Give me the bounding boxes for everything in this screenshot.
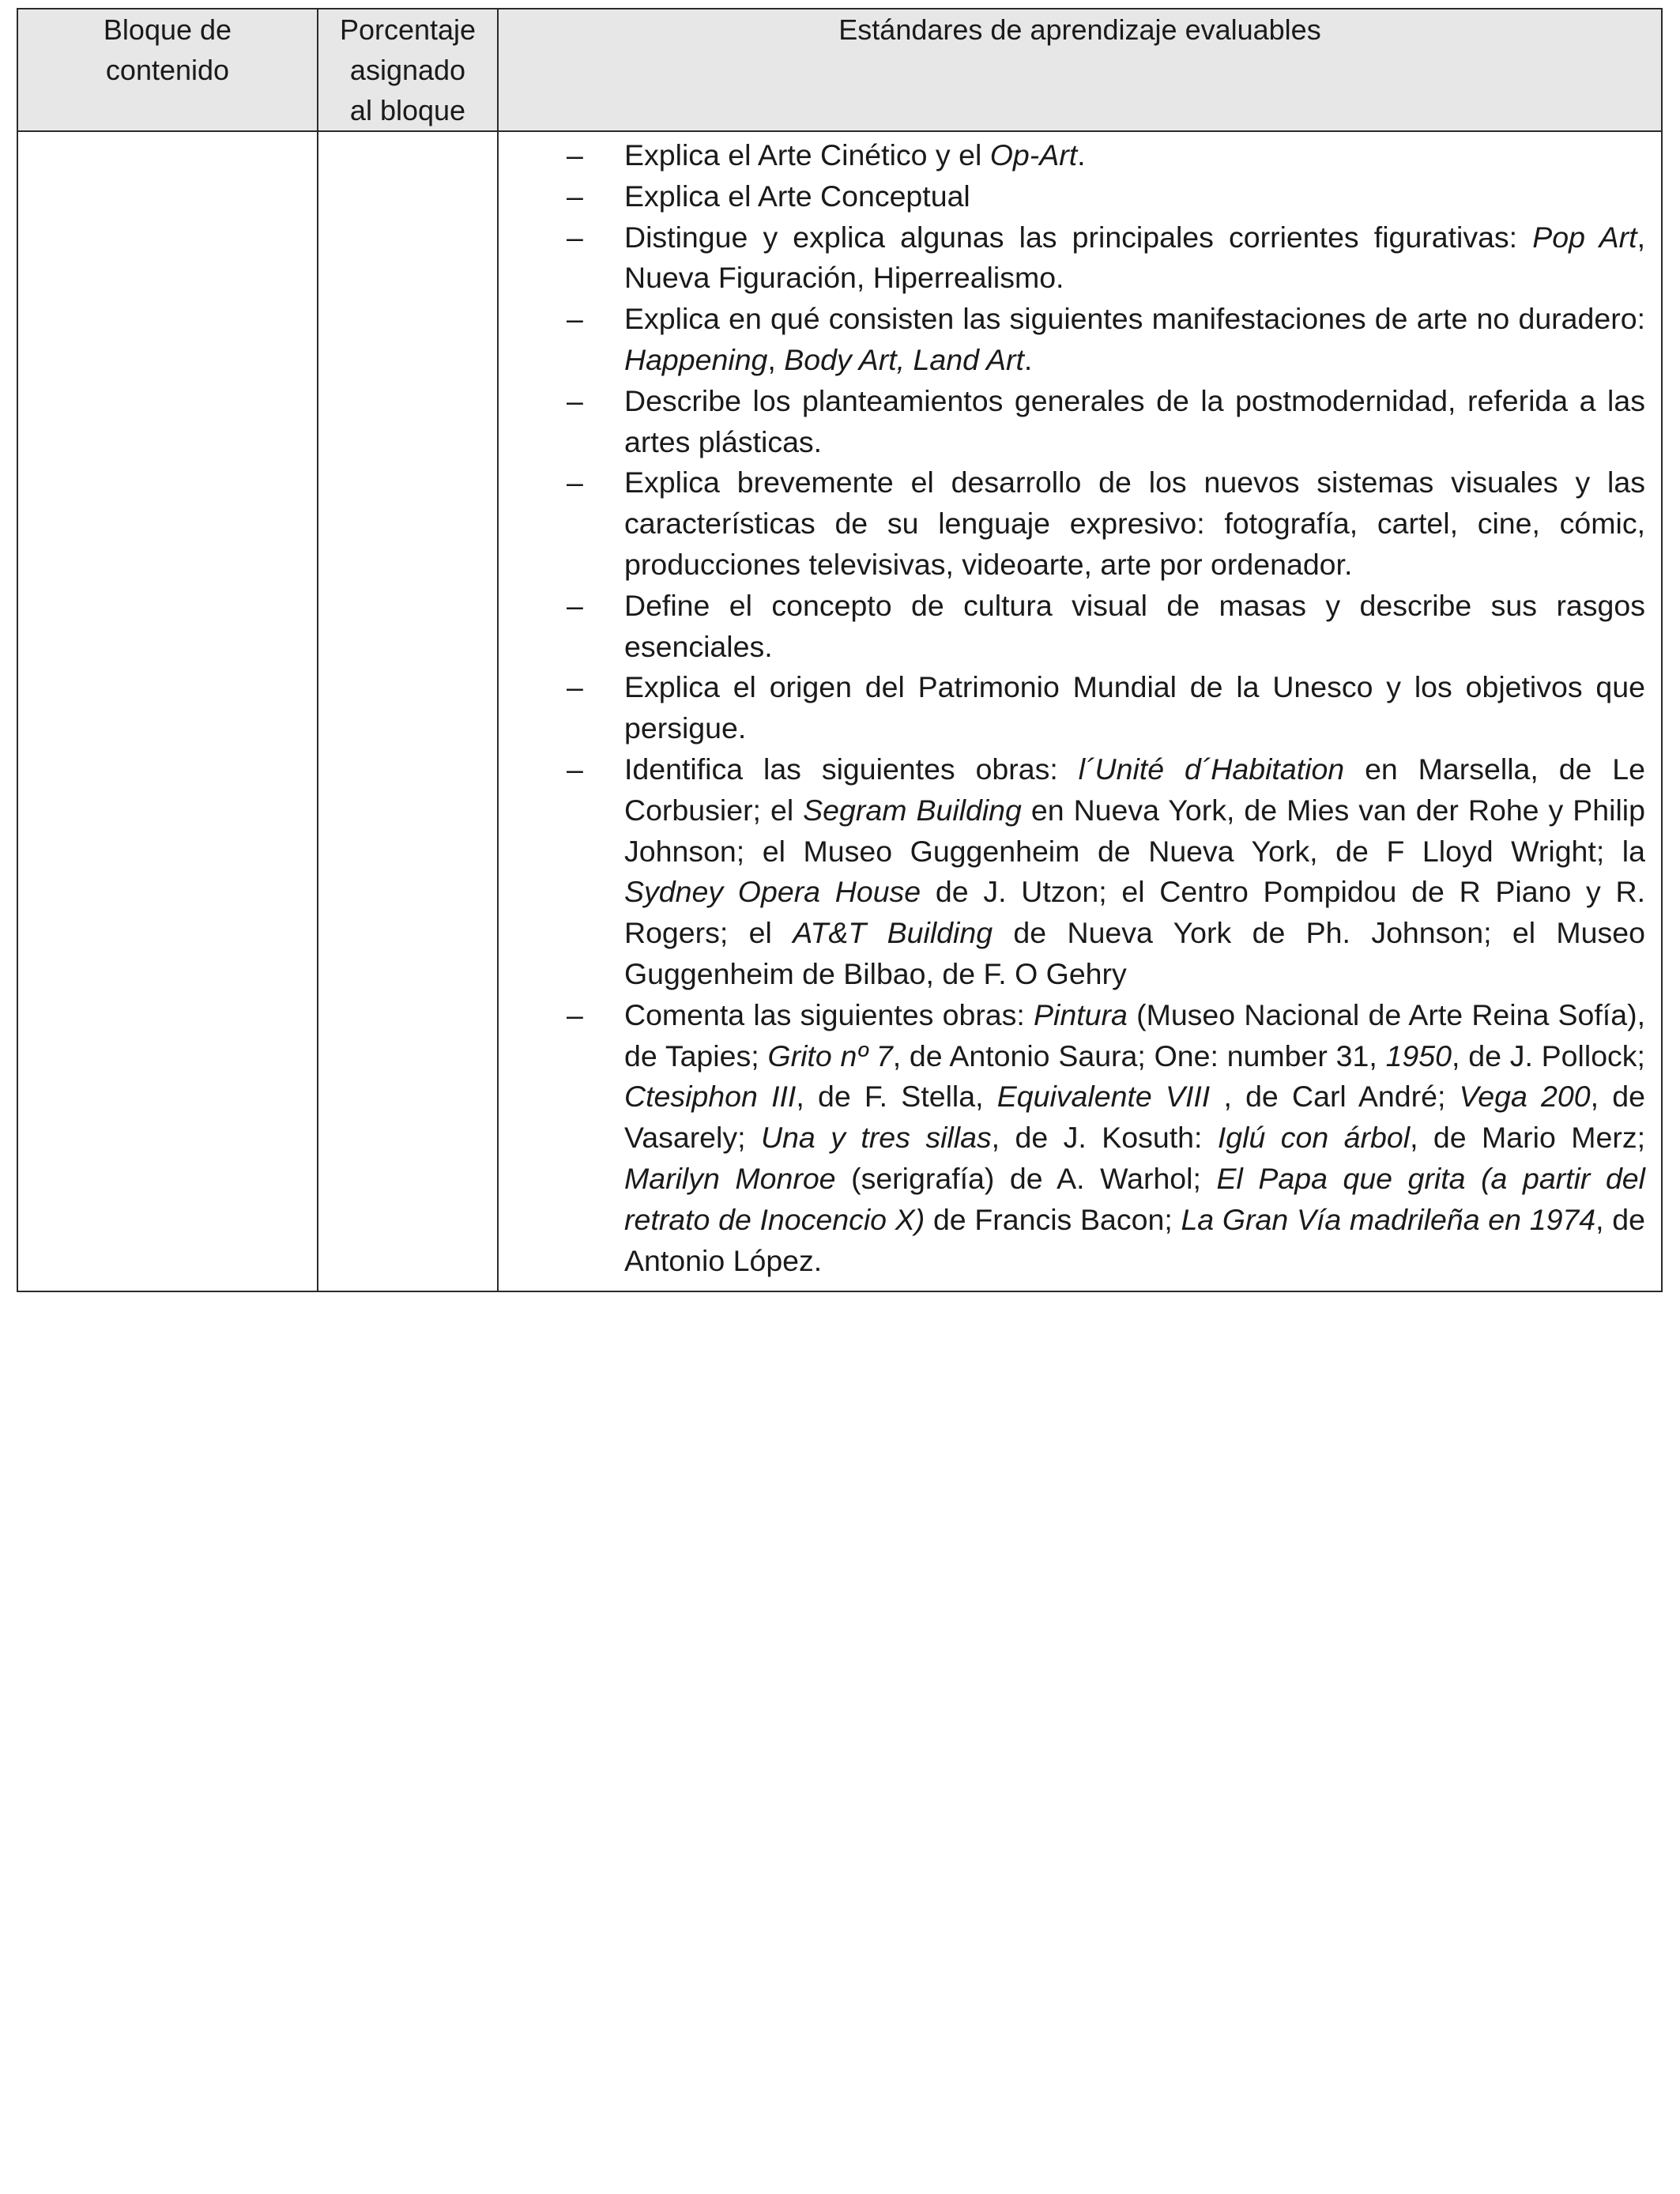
standard-text: Define el concepto de cultura visual de masas y describe sus rasgos esenciales. — [624, 588, 1645, 663]
italic-title-text: Body Art, Land Art — [784, 342, 1024, 376]
standard-text: , de Mario Merz; — [1410, 1121, 1646, 1155]
header-percentage-line-2: asignado — [349, 54, 466, 86]
header-block-line-2: contenido — [105, 54, 230, 86]
standards-list — [499, 132, 1661, 1291]
italic-title-text: El Papa que grita (a partir del retrato de Inocencio X) — [624, 1161, 1645, 1236]
standard-text: Describe los planteamientos generales de la postmodernidad, referida a las artes plásticas. — [624, 383, 1645, 458]
standard-text: Explica en qué consisten las siguientes manifestaciones de arte no duradero: — [624, 302, 1645, 336]
italic-title-text: La Gran Vía madrileña en 1974 — [1181, 1202, 1596, 1236]
standard-text: Explica el Arte Conceptual — [624, 179, 970, 213]
dash-bullet-icon: – — [567, 138, 583, 172]
italic-title-text: Equivalente VIII — [996, 1080, 1211, 1114]
standard-text: Identifica las siguientes obras: — [624, 752, 1079, 786]
standard-text: , de Vasarely; — [624, 1080, 1645, 1155]
dash-bullet-icon: – — [567, 670, 583, 704]
standard-text: , de J. Kosuth: — [991, 1121, 1218, 1155]
italic-title-text: Sydney Opera House — [624, 875, 921, 909]
standard-item — [499, 462, 1645, 585]
italic-title-text: Marilyn Monroe — [624, 1161, 836, 1195]
standard-text: , Nueva Figuración, Hiperrealismo. — [624, 220, 1645, 295]
standard-text: , de F. Stella, — [796, 1080, 997, 1114]
dash-bullet-icon: – — [567, 588, 583, 622]
standard-text: de Francis Bacon; — [925, 1202, 1181, 1236]
dash-bullet-icon: – — [567, 752, 583, 786]
italic-title-text: Una y tres sillas — [760, 1121, 992, 1155]
dash-bullet-icon: – — [567, 302, 583, 336]
standard-item — [499, 176, 1645, 217]
standard-text: en Nueva York, de Mies van der Rohe y Philip Johnson; el Museo Guggenheim de Nueva York, de F Lloyd Wright; la — [624, 793, 1645, 868]
italic-title-text: AT&T Building — [793, 916, 993, 950]
standard-item — [499, 749, 1645, 995]
header-standards-label: Estándares de aprendizaje evaluables — [838, 13, 1321, 46]
standard-text: de Nueva York de Ph. Johnson; el Museo Guggenheim de Bilbao, de F. O Gehry — [624, 916, 1645, 990]
italic-title-text: Grito nº 7 — [767, 1039, 893, 1072]
italic-title-text: 1950 — [1385, 1039, 1452, 1072]
header-percentage-line-1: Porcentaje — [339, 13, 477, 46]
table-row — [17, 131, 1662, 1291]
percentage-cell — [318, 131, 498, 1291]
block-cell — [17, 131, 318, 1291]
dash-bullet-icon: – — [567, 997, 583, 1031]
dash-bullet-icon: – — [567, 383, 583, 417]
standard-text: (Museo Nacional de Arte Reina Sofía), de Tapies; — [624, 997, 1645, 1072]
standard-text: . — [1023, 342, 1033, 376]
dash-bullet-icon: – — [567, 220, 583, 254]
standard-text: , — [767, 342, 785, 376]
standard-text: Explica el Arte Cinético y el — [624, 138, 990, 172]
standard-text: . — [1077, 138, 1086, 172]
standard-item — [499, 586, 1645, 668]
dash-bullet-icon: – — [567, 466, 583, 499]
italic-title-text: Ctesiphon III — [624, 1080, 797, 1114]
standard-item — [499, 217, 1645, 300]
italic-title-text: l´Unité d´Habitation — [1078, 752, 1345, 786]
standard-item — [499, 299, 1645, 381]
standard-text: (serigrafía) de A. Warhol; — [835, 1161, 1217, 1195]
italic-title-text: Pintura — [1034, 997, 1128, 1031]
italic-title-text: Op-Art — [989, 138, 1078, 172]
italic-title-text: Pop Art — [1532, 220, 1637, 254]
standard-text: , de Antonio Saura; One: number 31, — [892, 1039, 1386, 1072]
header-row — [17, 9, 1662, 131]
standard-text: de J. Utzon; el Centro Pompidou de R Piano y R. Rogers; el — [624, 875, 1646, 950]
standard-text: Explica el origen del Patrimonio Mundial de la Unesco y los objetivos que persigue. — [624, 670, 1645, 745]
standard-text: Explica brevemente el desarrollo de los nuevos sistemas visuales y las características de su lenguaje expresivo: fotografía, cartel, cine, cómic, producciones televisivas, videoarte, arte por ordenador. — [624, 466, 1645, 581]
italic-title-text: Segram Building — [803, 793, 1022, 827]
standard-text: Comenta las siguientes obras: — [624, 997, 1034, 1031]
standard-item — [499, 995, 1645, 1282]
standard-text: en Marsella, de Le Corbusier; el — [624, 752, 1646, 827]
standard-item — [499, 381, 1645, 463]
italic-title-text: Iglú con árbol — [1217, 1121, 1411, 1155]
header-block — [17, 9, 318, 131]
header-standards — [498, 9, 1662, 131]
standard-text: , de Carl André; — [1210, 1080, 1460, 1114]
standard-item — [499, 667, 1645, 749]
header-block-line-1: Bloque de — [103, 13, 232, 46]
header-percentage — [318, 9, 498, 131]
standards-table — [17, 8, 1663, 1292]
standard-text: Distingue y explica algunas las principales corrientes figurativas: — [624, 220, 1533, 254]
header-percentage-line-3: al bloque — [349, 94, 466, 126]
italic-title-text: Vega 200 — [1459, 1080, 1591, 1114]
standards-cell — [498, 131, 1662, 1291]
standard-text: , de Antonio López. — [624, 1202, 1645, 1277]
standard-item — [499, 135, 1645, 176]
italic-title-text: Happening — [624, 342, 768, 376]
standard-text: , de J. Pollock; — [1452, 1039, 1645, 1072]
dash-bullet-icon: – — [567, 179, 583, 213]
